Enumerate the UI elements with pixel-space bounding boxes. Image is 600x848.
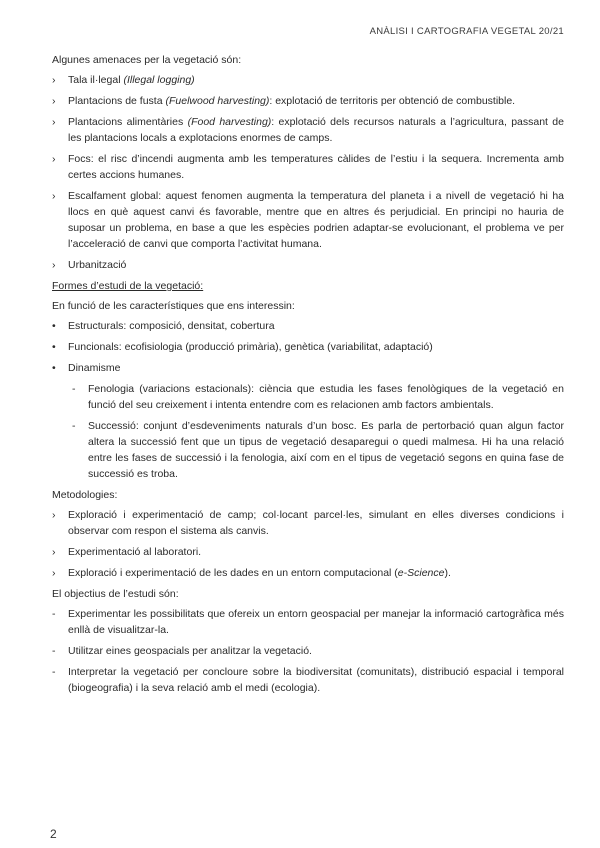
dash-bullet-icon: - (72, 383, 76, 395)
chevron-bullet-icon: › (52, 190, 56, 202)
objectives-list (52, 606, 564, 696)
list-item (52, 339, 564, 355)
list-item-text: Interpretar la vegetació per concloure sobre la biodiversitat (comunitats), distribució espacial i temporal (biogeografia) i la seva relació amb el medi (ecologia). (68, 666, 564, 694)
list-item-text: Experimentació al laboratori. (68, 546, 202, 558)
dash-bullet-icon: - (52, 608, 56, 620)
methodologies-list (52, 507, 564, 581)
chevron-bullet-icon: › (52, 546, 56, 558)
chevron-bullet-icon: › (52, 74, 56, 86)
chevron-bullet-icon: › (52, 153, 56, 165)
list-item (52, 257, 564, 273)
list-item-text: Dinamisme (68, 362, 121, 374)
list-item (52, 507, 564, 539)
dash-bullet-icon: - (52, 666, 56, 678)
list-item-text: Urbanització (68, 259, 127, 271)
list-item-emphasis: (Food harvesting) (187, 116, 272, 128)
threats-list (52, 72, 564, 273)
list-item-rest: ). (444, 567, 451, 579)
list-item-text: Fenologia (variacions estacionals): ciència que estudia les fases fenològiques de la vegetació en funció del seu creixement i intenta entendre com es relacionen amb factors ambientals. (88, 383, 564, 411)
list-item-text: Focs: el risc d’incendi augmenta amb les temperatures càlides de l’estiu i la sequera. Incrementa amb certes accions humanes. (68, 153, 564, 181)
list-item-text: Escalfament global: aquest fenomen augmenta la temperatura del planeta i a nivell de vegetació hi ha llocs en què aquest canvi és favorable, mentre que en altres és perjudicial. En principi no hauria de suposar un problema, en base a que les espècies podrien adaptar-se evolucionant, el problema ve per l’acceleració de canvi que comporta l’activitat humana. (68, 190, 564, 250)
list-item-rest: : explotació de territoris per obtenció de combustible. (269, 95, 516, 107)
list-item (52, 188, 564, 252)
study-forms-list (52, 318, 564, 482)
objectives-intro: El objectius de l’estudi són: (52, 588, 179, 600)
dot-bullet-icon: • (52, 341, 56, 353)
list-item-text: Successió: conjunt d’esdeveniments naturals d’un bosc. Es parla de pertorbació quan algun factor altera la successió fent que un tipus de vegetació desaparegui o quedi malmesa. Hi ha una relació entre les fases de successió i la fenologia, així com en el tipus de vegetació segons en quina fase de successió es troba. (88, 420, 564, 480)
chevron-bullet-icon: › (52, 567, 56, 579)
sub-list-item (52, 418, 564, 482)
chevron-bullet-icon: › (52, 116, 56, 128)
list-item (52, 72, 564, 88)
list-item (52, 93, 564, 109)
list-item (52, 114, 564, 146)
list-item (52, 565, 564, 581)
list-item (52, 544, 564, 560)
dash-bullet-icon: - (52, 645, 56, 657)
list-item-emphasis: e-Science (397, 567, 445, 579)
dot-bullet-icon: • (52, 320, 56, 332)
list-item-text: Plantacions de fusta (68, 95, 166, 107)
methodologies-intro: Metodologies: (52, 489, 118, 501)
list-item-text: Plantacions alimentàries (68, 116, 188, 128)
list-item-text: Utilitzar eines geospacials per analitzar la vegetació. (68, 645, 312, 657)
chevron-bullet-icon: › (52, 259, 56, 271)
list-item (52, 151, 564, 183)
list-item (52, 318, 564, 334)
list-item-text: Funcionals: ecofisiologia (producció primària), genètica (variabilitat, adaptació) (68, 341, 433, 353)
section-heading: Formes d’estudi de la vegetació: (52, 280, 204, 292)
list-item (52, 664, 564, 696)
list-item-text: Tala il·legal (68, 74, 124, 86)
page-number: 2 (50, 827, 57, 841)
dash-bullet-icon: - (72, 420, 76, 432)
running-header: ANÀLISI I CARTOGRAFIA VEGETAL 20/21 (369, 26, 564, 37)
list-item-text: Estructurals: composició, densitat, cobertura (68, 320, 275, 332)
chevron-bullet-icon: › (52, 95, 56, 107)
list-item-text: Experimentar les possibilitats que ofereix un entorn geospacial per manejar la informació cartogràfica més enllà de visualitzar-la. (68, 608, 564, 636)
list-item-rest: : explotació dels recursos naturals a l’agricultura, passant de les plantacions locals a explotacions enormes de camps. (68, 116, 564, 144)
document-body (52, 52, 564, 701)
list-item-text: Exploració i experimentació de camp; col·locant parcel·les, simulant en elles diverses condicions i observar com respon el sistema als canvis. (68, 509, 564, 537)
list-item (52, 360, 564, 376)
list-item (52, 606, 564, 638)
list-item-emphasis: (Illegal logging) (123, 74, 195, 86)
sub-list-item (52, 381, 564, 413)
list-item-text: Exploració i experimentació de les dades en un entorn computacional ( (68, 567, 398, 579)
chevron-bullet-icon: › (52, 509, 56, 521)
dot-bullet-icon: • (52, 362, 56, 374)
list-item-emphasis: (Fuelwood harvesting) (165, 95, 270, 107)
study-intro: En funció de les característiques que ens interessin: (52, 300, 295, 312)
threats-intro: Algunes amenaces per la vegetació són: (52, 54, 242, 66)
list-item (52, 643, 564, 659)
